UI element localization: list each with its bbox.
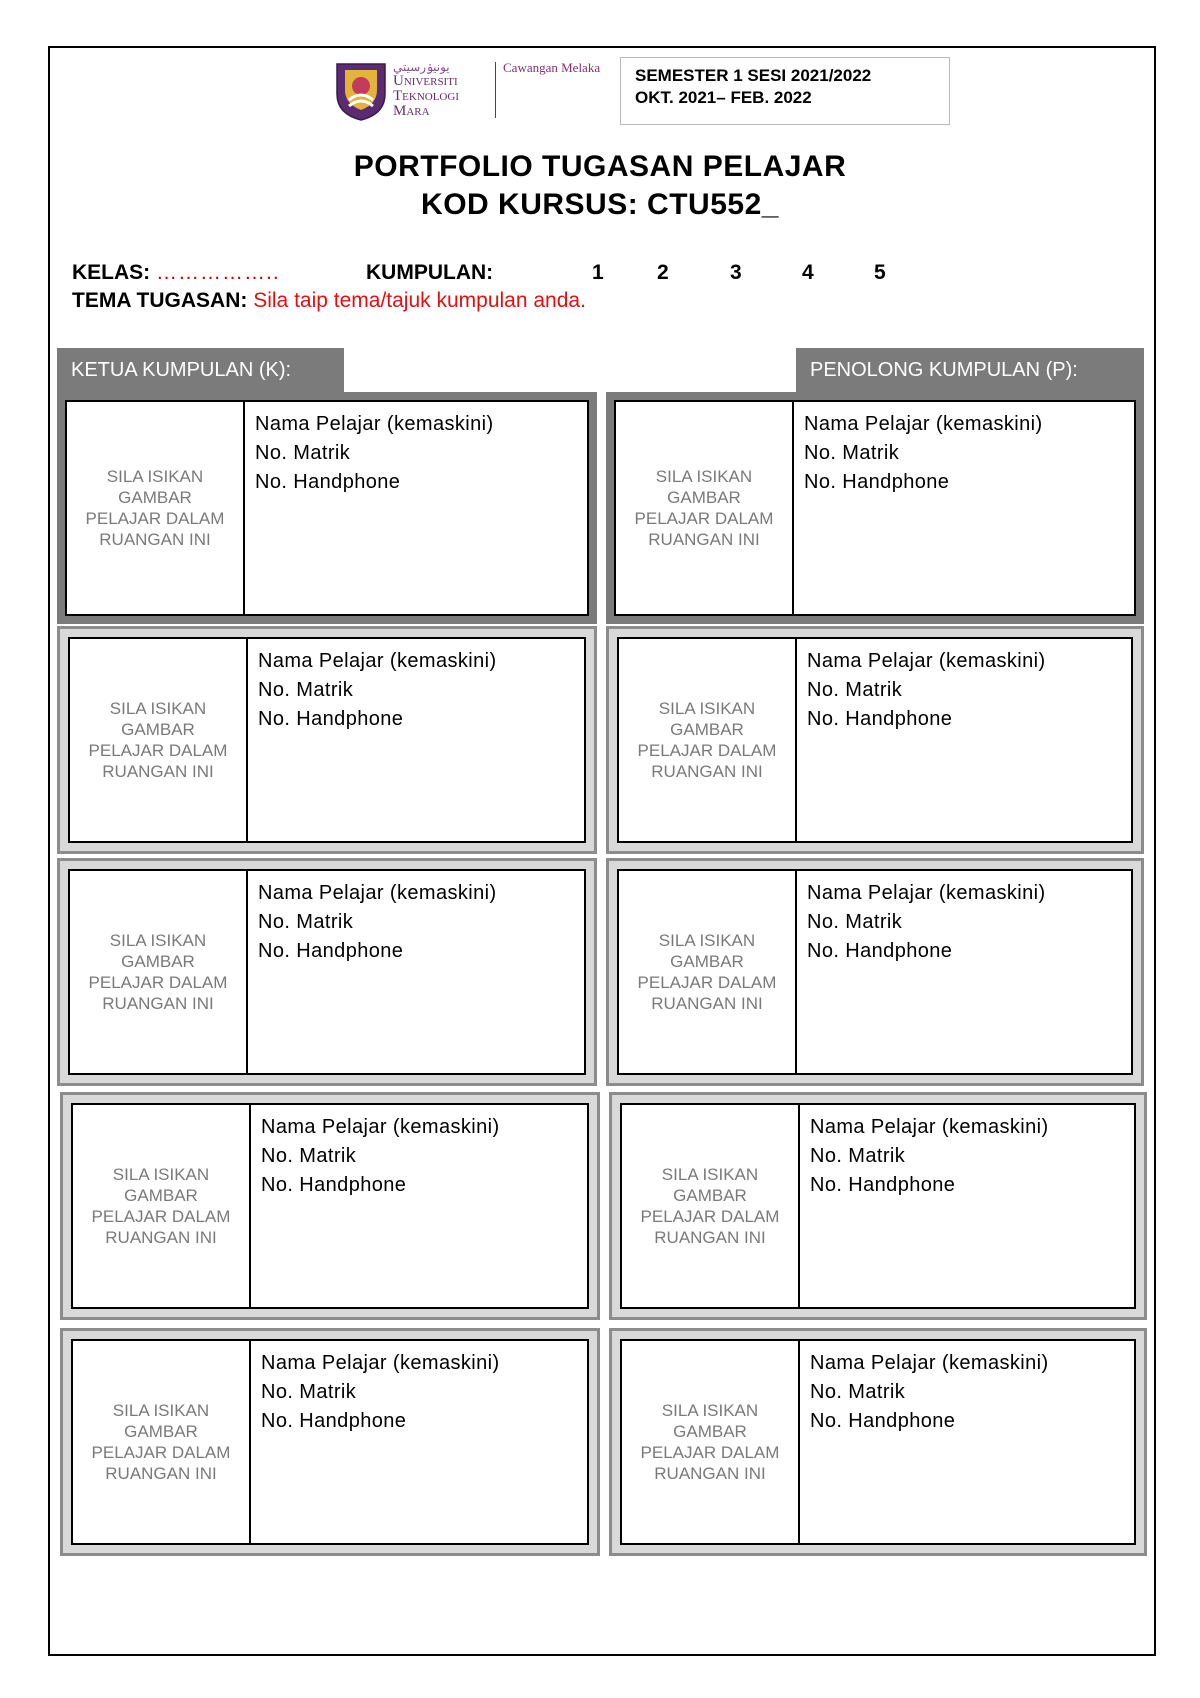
- student-card-left-5: [60, 1328, 600, 1556]
- student-matrik-field[interactable]: No. Matrik: [807, 679, 903, 701]
- photo-placeholder-text: SILA ISIKAN GAMBAR PELAJAR DALAM RUANGAN INI: [88, 931, 228, 1013]
- student-phone-field[interactable]: No. Handphone: [810, 1174, 956, 1196]
- student-matrik-field[interactable]: No. Matrik: [258, 679, 354, 701]
- photo-placeholder-text: SILA ISIKAN GAMBAR PELAJAR DALAM RUANGAN INI: [640, 1165, 780, 1247]
- card-inner: [620, 1103, 1136, 1309]
- logo-line-3: Mara: [393, 103, 430, 119]
- student-phone-field[interactable]: No. Handphone: [261, 1410, 407, 1432]
- photo-placeholder-text: SILA ISIKAN GAMBAR PELAJAR DALAM RUANGAN INI: [91, 1165, 231, 1247]
- card-inner: [65, 400, 589, 616]
- photo-placeholder-text: SILA ISIKAN GAMBAR PELAJAR DALAM RUANGAN INI: [91, 1401, 231, 1483]
- photo-placeholder-text: SILA ISIKAN GAMBAR PELAJAR DALAM RUANGAN INI: [637, 699, 777, 781]
- photo-placeholder[interactable]: [73, 1341, 251, 1543]
- student-phone-field[interactable]: No. Handphone: [810, 1410, 956, 1432]
- student-phone-field[interactable]: No. Handphone: [255, 471, 401, 493]
- kelas-row: [72, 260, 972, 286]
- tab-ketua-kumpulan: KETUA KUMPULAN (K):: [57, 348, 344, 392]
- title-line-1: PORTFOLIO TUGASAN PELAJAR: [353, 150, 847, 183]
- student-matrik-field[interactable]: No. Matrik: [261, 1145, 357, 1167]
- card-inner: [617, 637, 1133, 843]
- logo-line-1: Universiti: [393, 73, 458, 89]
- card-inner: [71, 1339, 589, 1545]
- card-inner: [614, 400, 1136, 616]
- photo-placeholder-text: SILA ISIKAN GAMBAR PELAJAR DALAM RUANGAN INI: [634, 467, 774, 549]
- card-inner: [68, 637, 586, 843]
- student-matrik-field[interactable]: No. Matrik: [258, 911, 354, 933]
- kumpulan-option-1[interactable]: 1: [592, 261, 604, 284]
- student-card-right-3: [606, 858, 1144, 1086]
- student-card-right-5: [609, 1328, 1147, 1556]
- student-name-field[interactable]: Nama Pelajar (kemaskini): [255, 413, 494, 435]
- student-name-field[interactable]: Nama Pelajar (kemaskini): [807, 882, 1046, 904]
- semester-box: [620, 57, 950, 125]
- student-card-left-1: [57, 392, 597, 624]
- student-phone-field[interactable]: No. Handphone: [258, 940, 404, 962]
- kumpulan-option-4[interactable]: 4: [802, 261, 814, 284]
- student-fields: [261, 1113, 500, 1200]
- uitm-crest-icon: [335, 60, 387, 122]
- student-name-field[interactable]: Nama Pelajar (kemaskini): [261, 1352, 500, 1374]
- kumpulan-label: KUMPULAN:: [366, 261, 494, 284]
- student-fields: [807, 647, 1046, 734]
- photo-placeholder[interactable]: [67, 402, 245, 614]
- student-fields: [810, 1113, 1049, 1200]
- student-card-left-3: [57, 858, 597, 1086]
- kumpulan-option-3[interactable]: 3: [730, 261, 742, 284]
- kelas-label: KELAS:: [72, 261, 151, 284]
- student-name-field[interactable]: Nama Pelajar (kemaskini): [810, 1352, 1049, 1374]
- photo-placeholder[interactable]: [619, 871, 797, 1073]
- student-fields: [810, 1349, 1049, 1436]
- student-fields: [255, 410, 494, 497]
- photo-placeholder-text: SILA ISIKAN GAMBAR PELAJAR DALAM RUANGAN INI: [85, 467, 225, 549]
- student-matrik-field[interactable]: No. Matrik: [810, 1145, 906, 1167]
- student-fields: [258, 879, 497, 966]
- student-name-field[interactable]: Nama Pelajar (kemaskini): [807, 650, 1046, 672]
- student-phone-field[interactable]: No. Handphone: [804, 471, 950, 493]
- student-phone-field[interactable]: No. Handphone: [261, 1174, 407, 1196]
- student-name-field[interactable]: Nama Pelajar (kemaskini): [261, 1116, 500, 1138]
- student-matrik-field[interactable]: No. Matrik: [804, 442, 900, 464]
- student-name-field[interactable]: Nama Pelajar (kemaskini): [258, 882, 497, 904]
- student-card-right-4: [609, 1092, 1147, 1320]
- student-fields: [258, 647, 497, 734]
- student-matrik-field[interactable]: No. Matrik: [807, 911, 903, 933]
- student-fields: [261, 1349, 500, 1436]
- photo-placeholder[interactable]: [70, 639, 248, 841]
- logo-campus: Cawangan Melaka: [503, 60, 601, 75]
- card-inner: [620, 1339, 1136, 1545]
- uitm-logo: [335, 60, 625, 122]
- tab-penolong-kumpulan: PENOLONG KUMPULAN (P):: [796, 348, 1144, 392]
- student-phone-field[interactable]: No. Handphone: [807, 940, 953, 962]
- card-inner: [68, 869, 586, 1075]
- student-name-field[interactable]: Nama Pelajar (kemaskini): [258, 650, 497, 672]
- tema-row: [72, 288, 586, 314]
- photo-placeholder[interactable]: [619, 639, 797, 841]
- logo-wordmark: [393, 60, 459, 119]
- student-fields: [807, 879, 1046, 966]
- logo-jawi: يونيۏرسيتي: [393, 60, 450, 74]
- student-matrik-field[interactable]: No. Matrik: [261, 1381, 357, 1403]
- student-matrik-field[interactable]: No. Matrik: [810, 1381, 906, 1403]
- student-fields: [804, 410, 1043, 497]
- kumpulan-option-5[interactable]: 5: [874, 261, 886, 284]
- tema-value[interactable]: Sila taip tema/tajuk kumpulan anda.: [253, 289, 586, 312]
- student-phone-field[interactable]: No. Handphone: [258, 708, 404, 730]
- card-inner: [71, 1103, 589, 1309]
- kumpulan-option-2[interactable]: 2: [657, 261, 669, 284]
- photo-placeholder-text: SILA ISIKAN GAMBAR PELAJAR DALAM RUANGAN INI: [88, 699, 228, 781]
- student-phone-field[interactable]: No. Handphone: [807, 708, 953, 730]
- student-card-right-2: [606, 626, 1144, 854]
- page-title: [0, 148, 1200, 224]
- student-matrik-field[interactable]: No. Matrik: [255, 442, 351, 464]
- card-inner: [617, 869, 1133, 1075]
- student-name-field[interactable]: Nama Pelajar (kemaskini): [804, 413, 1043, 435]
- photo-placeholder[interactable]: [622, 1341, 800, 1543]
- title-line-2: KOD KURSUS: CTU552_: [421, 188, 779, 221]
- photo-placeholder[interactable]: [70, 871, 248, 1073]
- logo-line-2: Teknologi: [393, 88, 459, 104]
- student-card-left-2: [57, 626, 597, 854]
- kelas-value[interactable]: ……………..: [156, 261, 280, 284]
- tema-label: TEMA TUGASAN:: [72, 289, 248, 312]
- photo-placeholder[interactable]: [73, 1105, 251, 1307]
- student-card-right-1: [606, 392, 1144, 624]
- logo-divider: [495, 62, 496, 118]
- photo-placeholder-text: SILA ISIKAN GAMBAR PELAJAR DALAM RUANGAN INI: [637, 931, 777, 1013]
- photo-placeholder[interactable]: [616, 402, 794, 614]
- student-card-left-4: [60, 1092, 600, 1320]
- semester-line-2: OKT. 2021– FEB. 2022: [635, 88, 812, 107]
- photo-placeholder[interactable]: [622, 1105, 800, 1307]
- photo-placeholder-text: SILA ISIKAN GAMBAR PELAJAR DALAM RUANGAN INI: [640, 1401, 780, 1483]
- student-name-field[interactable]: Nama Pelajar (kemaskini): [810, 1116, 1049, 1138]
- semester-line-1: SEMESTER 1 SESI 2021/2022: [635, 66, 872, 85]
